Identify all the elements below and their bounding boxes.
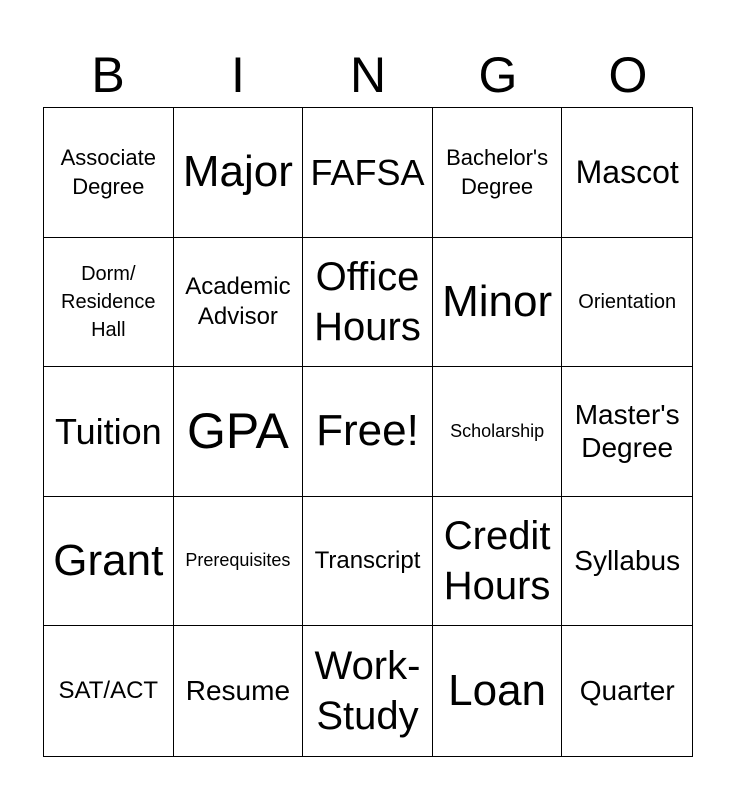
cell-text: Transcript bbox=[314, 547, 421, 575]
header-letter-n: N bbox=[349, 47, 387, 103]
cell-text: FAFSA bbox=[310, 151, 425, 193]
cell-text: Minor bbox=[442, 276, 553, 326]
cell-text: Credit Hours bbox=[443, 514, 551, 609]
bingo-cell[interactable] bbox=[562, 626, 692, 756]
cell-text: Loan bbox=[448, 666, 547, 715]
bingo-cell[interactable] bbox=[433, 367, 563, 497]
bingo-cell[interactable] bbox=[174, 367, 304, 497]
cell-text: Academic Advisor bbox=[185, 272, 291, 330]
cell-text: Free! bbox=[316, 406, 419, 456]
bingo-cell[interactable] bbox=[562, 108, 692, 238]
bingo-cell[interactable] bbox=[44, 367, 174, 497]
bingo-header bbox=[43, 44, 693, 106]
cell-text: Mascot bbox=[575, 153, 679, 190]
bingo-cell[interactable] bbox=[562, 497, 692, 627]
bingo-cell[interactable] bbox=[433, 108, 563, 238]
bingo-cell[interactable] bbox=[44, 108, 174, 238]
bingo-cell[interactable] bbox=[303, 367, 433, 497]
bingo-cell[interactable] bbox=[562, 238, 692, 368]
header-letter-b: B bbox=[91, 47, 125, 103]
bingo-cell[interactable] bbox=[44, 238, 174, 368]
bingo-cell[interactable] bbox=[303, 108, 433, 238]
bingo-cell[interactable] bbox=[303, 626, 433, 756]
cell-text: Major bbox=[182, 147, 293, 197]
bingo-cell[interactable] bbox=[433, 626, 563, 756]
cell-text: Grant bbox=[53, 535, 164, 585]
bingo-cell[interactable] bbox=[174, 108, 304, 238]
bingo-cell[interactable] bbox=[303, 497, 433, 627]
bingo-cell[interactable] bbox=[174, 626, 304, 756]
cell-text: SAT/ACT bbox=[58, 677, 159, 705]
bingo-cell[interactable] bbox=[433, 497, 563, 627]
cell-text: Master's Degree bbox=[574, 398, 680, 464]
cell-text: Work- Study bbox=[314, 644, 421, 739]
bingo-cell[interactable] bbox=[174, 497, 304, 627]
header-letter-o: O bbox=[608, 47, 648, 103]
cell-text: Associate Degree bbox=[60, 144, 156, 200]
cell-text: Syllabus bbox=[574, 545, 681, 577]
bingo-cell[interactable] bbox=[44, 497, 174, 627]
bingo-grid bbox=[43, 107, 693, 757]
cell-text: Office Hours bbox=[314, 254, 421, 349]
cell-text: Tuition bbox=[54, 410, 162, 452]
bingo-cell[interactable] bbox=[174, 238, 304, 368]
bingo-cell[interactable] bbox=[433, 238, 563, 368]
cell-text: GPA bbox=[186, 403, 289, 460]
cell-text: Resume bbox=[185, 675, 291, 707]
cell-text: Scholarship bbox=[450, 420, 545, 441]
cell-text: Orientation bbox=[578, 290, 677, 313]
cell-text: Bachelor's Degree bbox=[446, 144, 549, 200]
cell-text: Quarter bbox=[579, 675, 675, 707]
header-letter-g: G bbox=[478, 47, 518, 103]
bingo-cell[interactable] bbox=[303, 238, 433, 368]
header-letter-i: I bbox=[231, 47, 245, 103]
bingo-cell[interactable] bbox=[562, 367, 692, 497]
bingo-cell[interactable] bbox=[44, 626, 174, 756]
cell-text: Prerequisites bbox=[185, 550, 291, 571]
cell-text: Dorm/ Residence Hall bbox=[61, 262, 156, 341]
